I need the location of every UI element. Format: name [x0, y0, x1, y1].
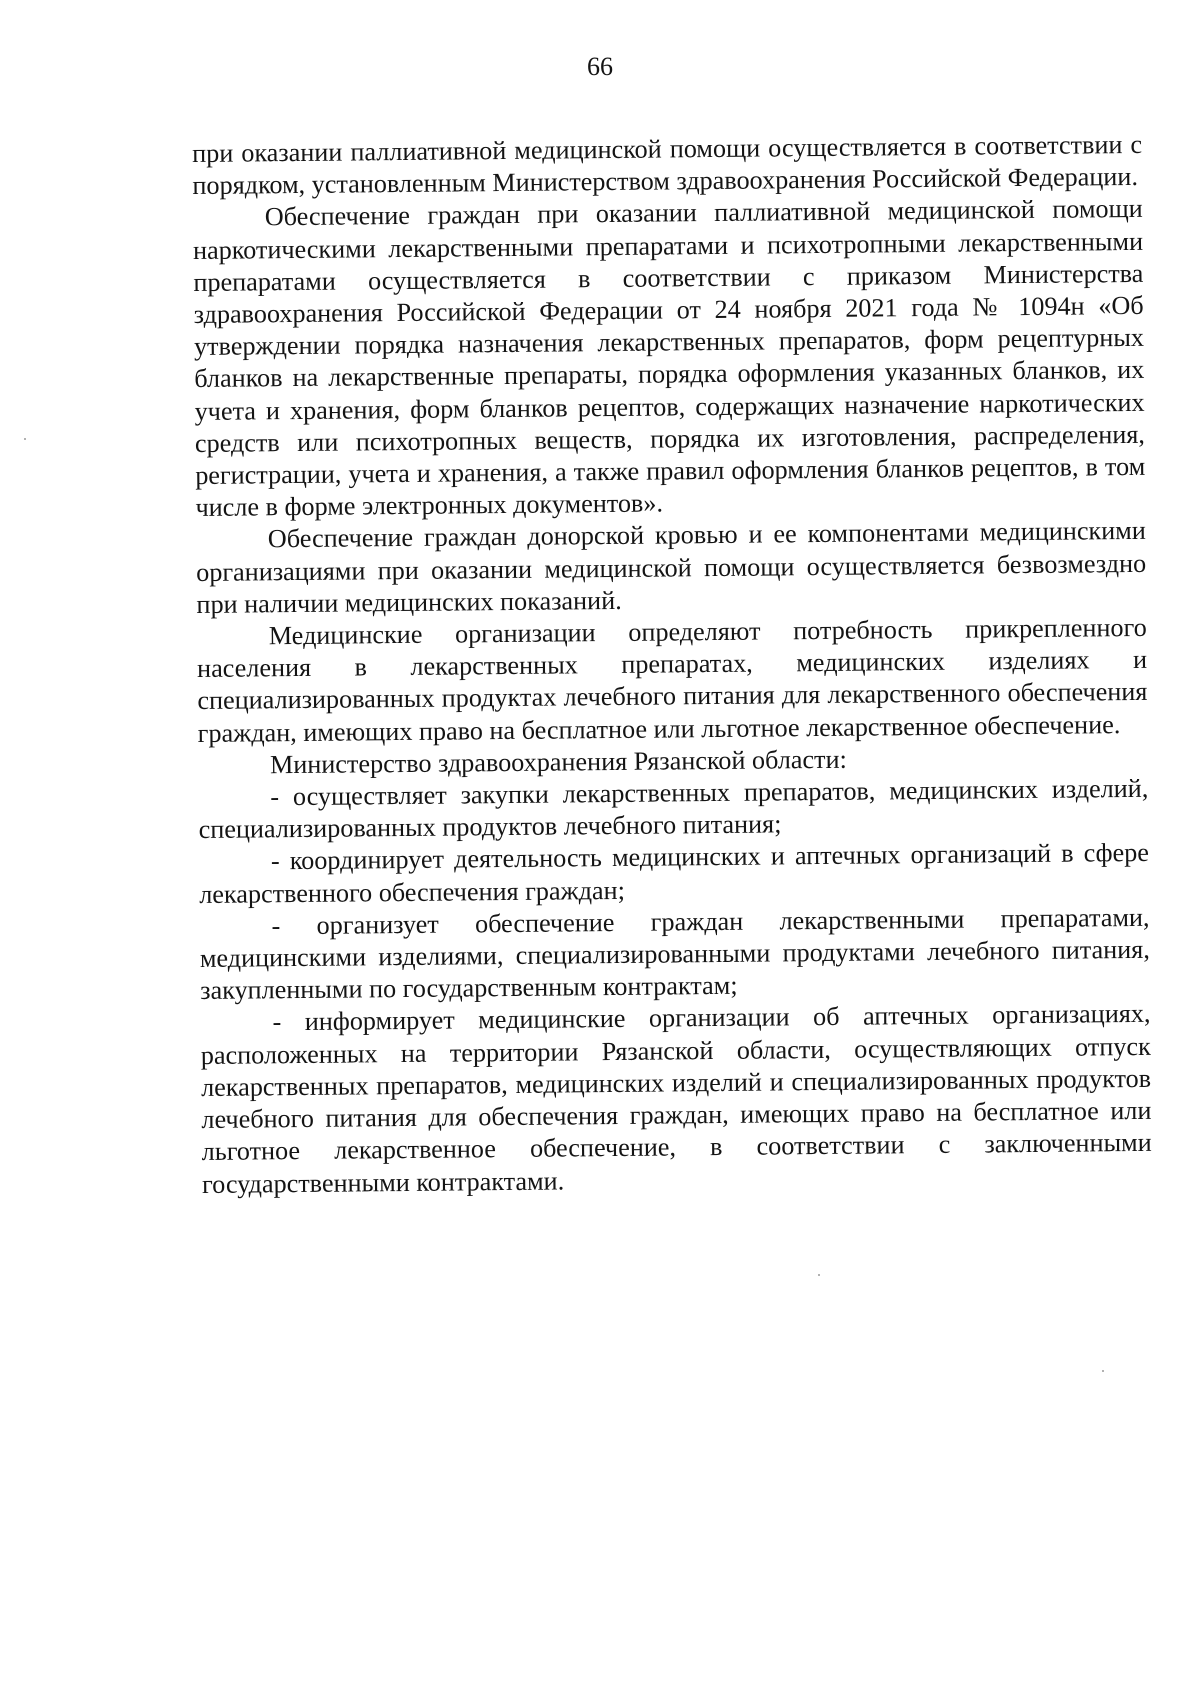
scan-speck	[818, 1274, 820, 1276]
list-item-organization: - организует обеспечение граждан лекарственными препаратами, медицинскими изделиями, специализированными продуктами лечебного питания, закупленными по государственным контрактам;	[199, 902, 1150, 1006]
scan-speck	[1102, 1370, 1104, 1372]
page-number: 66	[587, 52, 613, 81]
paragraph-continuation: при оказании паллиативной медицинской помощи осуществляется в соответствии с порядком, установленным Министерством здравоохранения Российской Федерации.	[192, 129, 1143, 201]
document-body	[192, 129, 1152, 1201]
paragraph-ministry-intro: Министерство здравоохранения Рязанской области:	[269, 744, 847, 780]
scan-speck	[24, 438, 26, 440]
paragraph-narcotic-drugs: Обеспечение граждан при оказании паллиативной медицинской помощи наркотическими лекарственными препаратами и психотропными лекарственными препаратами осуществляется в соответствии с приказом Министерства здравоохранения Российской Федерации от 24 ноября 2021 года № 1094н «Об утверждении порядка назначения лекарственных препаратов, форм рецептурных бланков на лекарственные препараты, порядка оформления указанных бланков, их учета и хранения, форм бланков рецептов, содержащих назначение наркотических средств или психотропных веществ, порядка их изготовления, распределения, регистрации, учета и хранения, а также правил оформления бланков рецептов, в том числе в форме электронных документов».	[192, 194, 1146, 523]
list-item-coordination: - координирует деятельность медицинских и аптечных организаций в сфере лекарственного обеспечения граждан;	[199, 838, 1150, 909]
list-item-procurement: - осуществляет закупки лекарственных препаратов, медицинских изделий, специализированных продуктов лечебного питания;	[198, 773, 1149, 845]
list-item-information: - информирует медицинские организации об аптечных организациях, расположенных на территории Рязанской области, осуществляющих отпуск лекарственных препаратов, медицинских изделий и специализированных продуктов лечебного питания для обеспечения граждан, имеющих право на бесплатное или льготное лекарственное обеспечение, в соответствии с заключенными государственными контрактами.	[200, 999, 1152, 1199]
paragraph-donor-blood: Обеспечение граждан донорской кровью и ее компонентами медицинскими организациями при оказании медицинской помощи осуществляется безвозмездно при наличии медицинских показаний.	[196, 516, 1147, 619]
paragraph-medical-organizations: Медицинские организации определяют потребность прикрепленного населения в лекарственных препаратах, медицинских изделиях и специализированных продуктах лечебного питания для лекарственного обеспечения граждан, имеющих право на бесплатное или льготное лекарственное обеспечение.	[196, 612, 1148, 748]
